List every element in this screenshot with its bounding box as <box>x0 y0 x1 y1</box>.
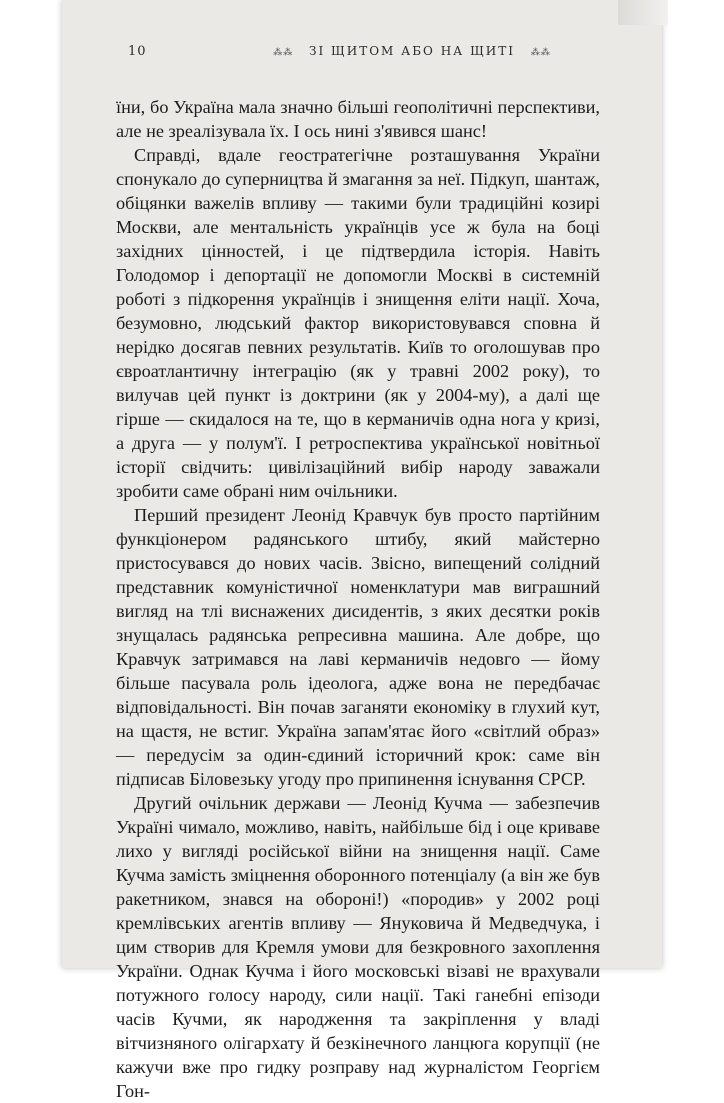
page-number: 10 <box>128 44 147 59</box>
running-title: ЗІ ЩИТОМ АБО НА ЩИТІ <box>309 44 515 58</box>
paragraph-kuchma: Другий очільник держави — Леонід Кучма — забезпечив Україні чимало, можливо, навіть, найбільше бід і оце криваве лихо у вигляді російської війни на знищення нації. Саме Кучма замість зміцнення оборонного потенціалу (а він же був ракетником, знався на обороні!) «породив» у 2002 році кремлівських агентів впливу — Януковича й Медведчука, і цим створив для Кремля умови для безкровного захоплення України. Однак Кучма і його московські візаві не врахували потужного голосу народу, сили нації. Такі ганебні епізоди часів Кучми, як народження та закріплення у владі вітчизняного олігархату й безкінечного ланцюга корупції (не кажучи вже про гидку розправу над журналістом Георгієм Гон- <box>116 793 600 1101</box>
page-header <box>62 44 662 64</box>
paragraph-geostrategy: Справді, вдале геостратегічне розташування України спонукало до суперництва й змагання за неї. Підкуп, шантаж, обіцянки важелів впливу — такими були традиційні козирі Москви, але ментальність українців усе ж була на боці західних цінностей, і це підтвердила історія. Навіть Голодомор і депортації не допомогли Москві в системній роботі з підкорення українців і знищення еліти нації. Хоча, безумовно, людський фактор використовувався сповна й нерідко досягав певних результатів. Київ то оголошував про євроатлантичну інтеграцію (як у травні 2002 року), то вилучав цей пункт із доктрини (як у 2004-му), а далі ще гірше — скидалося на те, що в керманичів одна нога у кризі, а друга — у полум'ї. І ретроспектива української новітньої історії свідчить: цивілізаційний вибір народу заважали зробити саме обрані ним очільники. <box>116 145 600 501</box>
body-text <box>116 95 600 1103</box>
ornament-right-icon: ⁂⁂ <box>530 48 551 58</box>
running-title-block <box>252 44 572 58</box>
ornament-left-icon: ⁂⁂ <box>273 48 294 58</box>
paragraph-continuation: їни, бо Україна мала значно більші геополітичні перспективи, але не зреалізувала їх. І ось нині з'явився шанс! <box>116 97 600 141</box>
paragraph-kravchuk: Перший президент Леонід Кравчук був просто партійним функціонером радянського штибу, який майстерно пристосувався до нових часів. Звісно, випещений солідний представник комуністичної номенклатури мав виграшний вигляд на тлі виснажених дисидентів, з яких десятки років знущалась радянська репресивна машина. Але добре, що Кравчук затримався на лаві керманичів недовго — йому більше пасувала роль ідеолога, адже вона не передбачає відповідальності. Він почав заганяти економіку в глухий кут, на щастя, не встиг. Україна запам'ятає його «світлий образ» — передусім за один-єдиний історичний крок: саме він підписав Біловезьку угоду про припинення існування СРСР. <box>116 505 600 789</box>
page-edge <box>618 0 668 25</box>
